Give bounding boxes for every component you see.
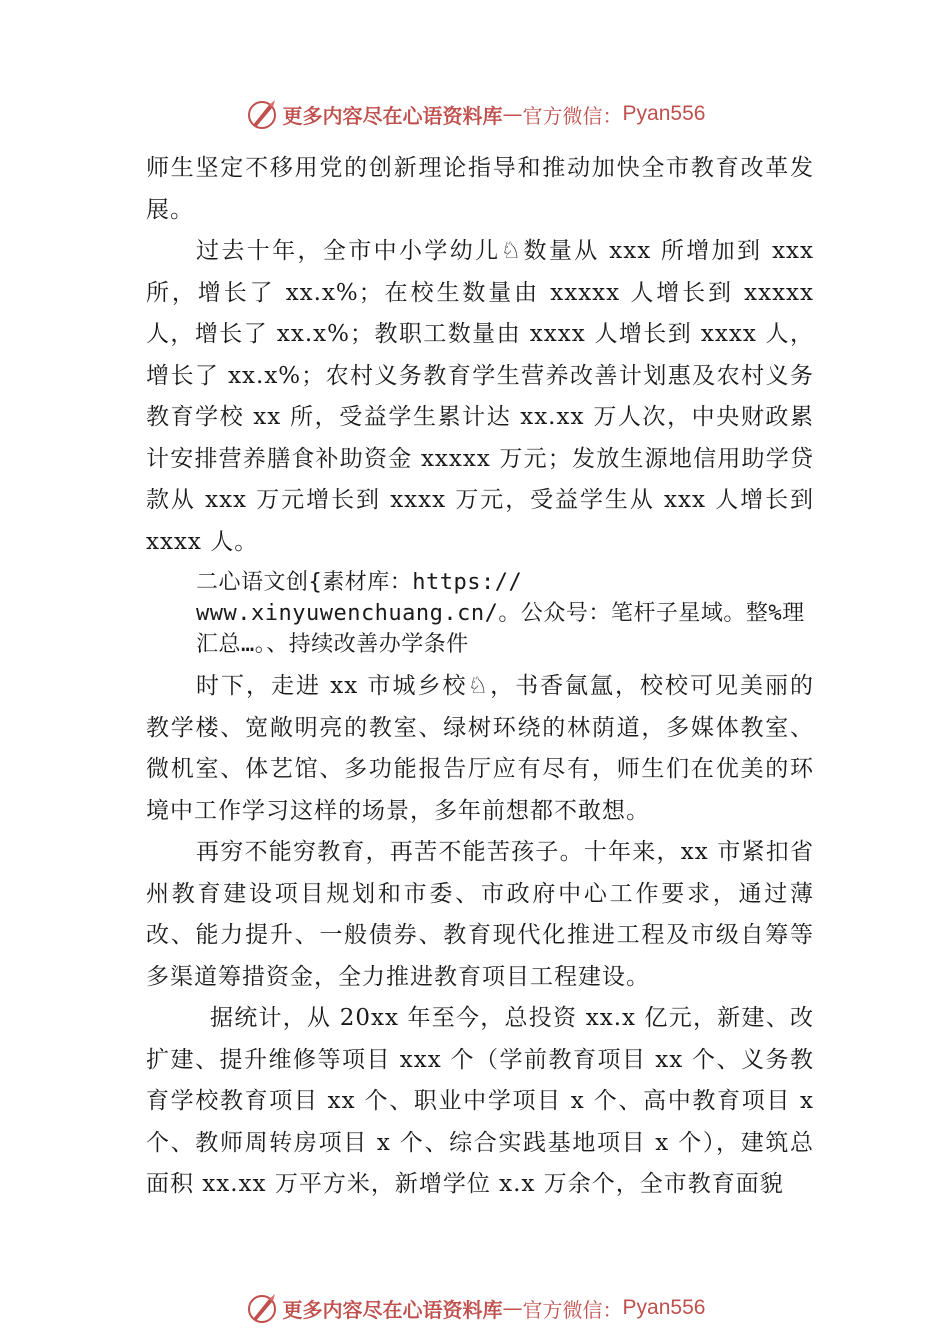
banner-brand: 更多内容尽在心语资料库 — [282, 103, 503, 128]
quill-pen-logo-icon — [245, 1291, 279, 1325]
banner-wechat-id: Pyan556 — [622, 102, 706, 125]
paragraph-4: 再穷不能穷教育，再苦不能苦孩子。十年来，xx 市紧扣省州教育建设项目规划和市委、市政府中心工作要求，通过薄改、能力提升、一般债券、教育现代化推进工程及市级自筹等多渠道筹措资金，全力推进教育项目工程建设。 — [146, 839, 814, 990]
paragraph-5: 据统计，从 20xx 年至今，总投资 xx.x 亿元，新建、改扩建、提升维修等项目 xxx 个（学前教育项目 xx 个、义务教育学校教育项目 xx 个、职业中学项目 x 个、高中教育项目 x 个、教师周转房项目 x 个、综合实践基地项目 x 个），建筑总面积 xx.xx 万平方米，新增学位 x.x 万余个，全市教育面貌 — [146, 1005, 814, 1197]
paragraph-2: 过去十年，全市中小学幼儿♘数量从 xxx 所增加到 xxx 所，增长了 xx.x%；在校生数量由 xxxxx 人增长到 xxxxx 人，增长了 xx.x%；教职工数量由 xxxx 人增长到 xxxx 人，增长了 xx.x%；农村义务教育学生营养改善计划惠及农村义务教育学校 xx 所，受益学生累计达 xx.xx 万人次，中央财政累计安排营养膳食补助资金 xxxxx 万元；发放生源地信用助学贷款从 xxx 万元增长到 xxxx 万元，受益学生从 xxx 人增长到 xxxx 人。 — [146, 238, 814, 555]
section-heading-block — [196, 567, 826, 660]
paragraph-1: 师生坚定不移用党的创新理论指导和推动加快全市教育改革发展。 — [146, 155, 814, 223]
heading-line-1: 二心语文创{素材库：https:// — [196, 570, 523, 595]
footer-brand: 更多内容尽在心语资料库 — [282, 1297, 503, 1322]
header-banner — [0, 94, 950, 134]
heading-line-2: www.xinyuwenchuang.cn/。公众号：笔杆子星域。整%理 — [196, 601, 805, 626]
footer-separator: — — [502, 1296, 523, 1320]
document-body — [146, 148, 814, 1206]
banner-separator: — — [502, 102, 523, 126]
footer-banner — [0, 1288, 950, 1328]
banner-wechat-label: 官方微信： — [522, 103, 623, 128]
quill-pen-logo-icon — [245, 97, 279, 131]
footer-wechat-label: 官方微信： — [522, 1297, 623, 1322]
footer-wechat-id: Pyan556 — [622, 1296, 706, 1319]
paragraph-3: 时下，走进 xx 市城乡校♘，书香氤氲，校校可见美丽的教学楼、宽敞明亮的教室、绿树环绕的林荫道，多媒体教室、微机室、体艺馆、多功能报告厅应有尽有，师生们在优美的环境中工作学习这样的场景，多年前想都不敢想。 — [146, 673, 814, 824]
heading-line-3: 汇总…。、持续改善办学条件 — [196, 632, 469, 657]
